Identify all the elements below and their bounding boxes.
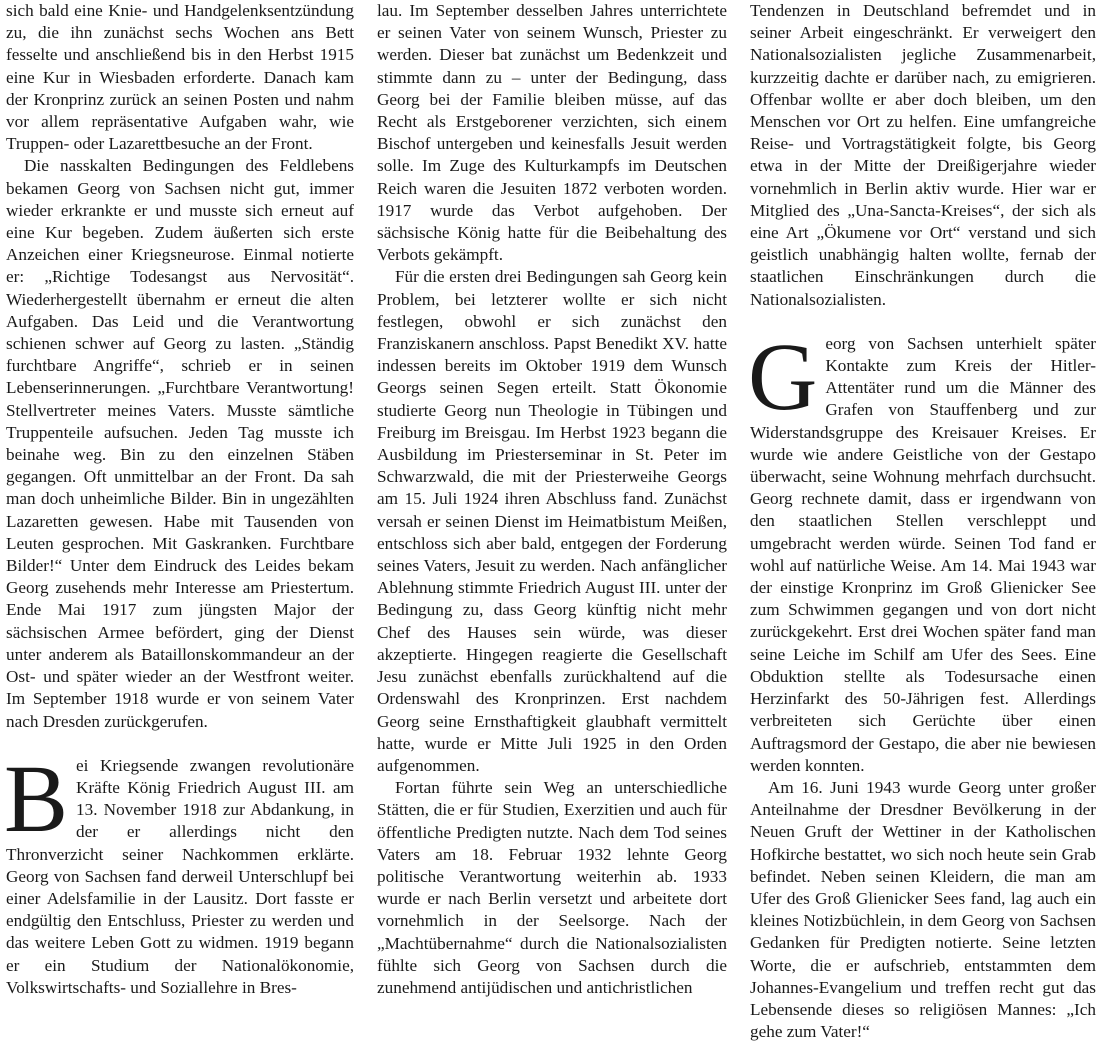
paragraph-with-dropcap — [4, 744, 354, 999]
paragraph: lau. Im September desselben Jahres unterrichtete er seinen Vater von seinem Wunsch, Priester zu werden. Dieser bat zunächst um Bedenkzeit und stimmte dann zu – unter der Bedingung, dass Georg bei der Familie bleiben müsse, auf das Recht als Erstgeborener verzichten, sich einem Bischof untergeben und keinesfalls Jesuit werden solle. Im Zuge des Kulturkampfs im Deutschen Reich waren die Jesuiten 1872 verboten worden. 1917 wurde das Verbot aufgehoben. Der sächsische König hatte für die Beibehaltung des Verbots gekämpft. — [377, 1, 727, 265]
dropcap-letter: G — [748, 322, 818, 430]
paragraph: Fortan führte sein Weg an unterschiedliche Stätten, die er für Studien, Exerzitien und auch für öffentliche Predigten nutzte. Nach dem Tod seines Vaters am 18. Februar 1932 lehnte Georg politische Verantwortung weiterhin ab. 1933 wurde er nach Berlin versetzt und arbeitete dort vornehmlich in der Seelsorge. Nach der „Machtübernahme“ durch die Nationalsozialisten fühlte sich Georg von Sachsen durch die zunehmend antijüdischen und antichristlichen — [377, 778, 727, 997]
paragraph: Am 16. Juni 1943 wurde Georg unter großer Anteilnahme der Dresdner Bevölkerung in der Neuen Gruft der Wettiner in der Katholischen Hofkirche bestattet, wo sich noch heute sein Grab befindet. Neben seinen Kleidern, die man am Ufer des Groß Glienicker Sees fand, lag auch ein kleines Notizbüchlein, in dem Georg von Sachsen Gedanken für Predigten notierte. Seine letzten Worte, die er aufschrieb, entstammten dem Johannes-Evangelium und treffen recht gut das Lebensende dieses so religiösen Mannes: „Ich gehe zum Vater!“ — [750, 777, 1096, 1042]
paragraph-with-dropcap — [748, 322, 1096, 777]
paragraph: Für die ersten drei Bedingungen sah Georg kein Problem, bei letzterer wollte er sich nicht festlegen, obwohl er sich zunächst den Franziskanern anschloss. Papst Benedikt XV. hatte indessen bereits im Oktober 1919 dem Wunsch Georgs seinen Segen erteilt. Statt Ökonomie studierte Georg nun Theologie in Tübingen und Freiburg im Breisgau. Im Herbst 1923 begann die Ausbildung im Priesterseminar in St. Peter im Schwarzwald, die mit der Priesterweihe Georgs am 15. Juli 1924 ihren Abschluss fand. Zunächst versah er seinen Dienst im Heimatbistum Meißen, entschloss sich aber bald, entgegen der Forderung seines Vaters, Jesuit zu werden. Nach anfänglicher Ablehnung stimmte Friedrich August III. unter der Bedingung zu, dass Georg künftig nicht mehr Chef des Hauses sein würde, was dieser akzeptierte. Hingegen reagierte die Gesellschaft Jesu zunächst ebenfalls zurückhaltend auf die Ordenswahl des Kronprinzen. Erst nachdem Georg seine Ernsthaftigkeit glaubhaft vermittelt hatte, wurde er Mitte Juli 1925 in den Orden aufgenommen. — [377, 267, 727, 775]
paragraph-text: ei Kriegsende zwangen revolutionäre Kräfte König Friedrich August III. am 13. November 1918 zur Abdankung, in der er allerdings nicht den Thronverzicht seiner Nachkommen erklärte. Georg von Sachsen fand derweil Unterschlupf bei einer Adelsfamilie in der Lausitz. Dort fasste er endgültig den Entschluss, Priester zu werden und das weitere Leben Gott zu widmen. 1919 begann er ein Studium der Nationalökonomie, Volkswirtschafts- und Soziallehre in Bres- — [6, 755, 354, 997]
dropcap-letter: B — [4, 744, 69, 852]
paragraph: Die nasskalten Bedingungen des Feldlebens bekamen Georg von Sachsen nicht gut, immer wieder erkrankte er und musste sich erneut auf eine Kur begeben. Zudem äußerten sich erste Anzeichen einer Kriegsneurose. Einmal notierte er: „Richtige Todesangst aus Nervosität“. Wiederhergestellt übernahm er erneut die alten Aufgaben. Das Leid und die Verantwortung schienen schwer auf Georg zu lasten. „Ständig furchtbare Angriffe“, schrieb er in seinen Lebenserinnerungen. „Furchtbare Verantwortung! Stellvertreter meines Vaters. Musste sämtliche Truppenteile aufsuchen. Jeden Tag musste ich beinahe weg. Bin zu den einzelnen Stäben gegangen. Oft unmittelbar an der Front. Da sah man doch unheimliche Bilder. Bin in ungezählten Lazaretten gewesen. Habe mit Tausenden von Leuten gesprochen. Mit Gaskranken. Furchtbare Bilder!“ Unter dem Eindruck des Leides bekam Georg zusehends mehr Interesse am Priestertum. Ende Mai 1917 zum jüngsten Major der sächsischen Armee befördert, ging der Dienst unter anderem als Bataillonskommandeur an der Ost- und später wieder an der Westfront weiter. Im September 1918 wurde er von seinem Vater nach Dresden zurückgerufen. — [6, 156, 354, 731]
paragraph: sich bald eine Knie- und Handgelenksentzündung zu, die ihn zunächst sechs Wochen ans Bett fesselte und anschließend bis in den Herbst 1915 eine Kur in Wiesbaden erforderte. Danach kam der Kronprinz zurück an seinen Posten und nahm vor allem repräsentative Aufgaben wahr, wie Truppen- oder Lazarettbesuche an der Front. — [6, 1, 354, 154]
paragraph: Tendenzen in Deutschland befremdet und in seiner Arbeit eingeschränkt. Er verweigert den Nationalsozialisten jegliche Zusammenarbeit, kurzzeitig dachte er darüber nach, zu emigrieren. Offenbar wollte er aber doch bleiben, um den Menschen vor Ort zu helfen. Eine umfangreiche Reise- und Vortragstätigkeit folgte, bis Georg etwa in der Mitte der Dreißigerjahre wieder vornehmlich in Berlin aktiv wurde. Hier war er Mitglied des „Una-Sancta-Kreises“, der sich als eine Art „Ökumene vor Ort“ verstand und sich geistlich unabhängig halten wollte, fernab der staatlichen Einschränkungen durch die Nationalsozialisten. — [750, 1, 1096, 309]
column-1 — [6, 0, 354, 1004]
column-2 — [377, 0, 727, 1004]
column-3 — [748, 0, 1096, 1042]
paragraph-text: eorg von Sachsen unterhielt später Kontakte zum Kreis der Hitler-Attentäter rund um die Männer des Grafen von Stauffenberg und zur Widerstandsgruppe des Kreisauer Kreises. Er wurde wie andere Geistliche von der Gestapo überwacht, seine Wohnung mehrfach durchsucht. Georg rechnete damit, dass er irgendwann von den staatlichen Stellen verschleppt und umgebracht werden würde. Seinen Tod fand er wohl auf natürliche Weise. Am 14. Mai 1943 war der einstige Kronprinz im Groß Glienicker See zum Schwimmen gegangen und von dort nicht zurückgekehrt. Erst drei Wochen später fand man seine Leiche im Schilf am Ufer des Sees. Eine Obduktion stellte als Todesursache einen Herzinfarkt des 50-Jährigen fest. Allerdings verbreiteten sich Gerüchte über einen Auftragsmord der Gestapo, die aber nie bewiesen werden konnten. — [750, 333, 1096, 775]
